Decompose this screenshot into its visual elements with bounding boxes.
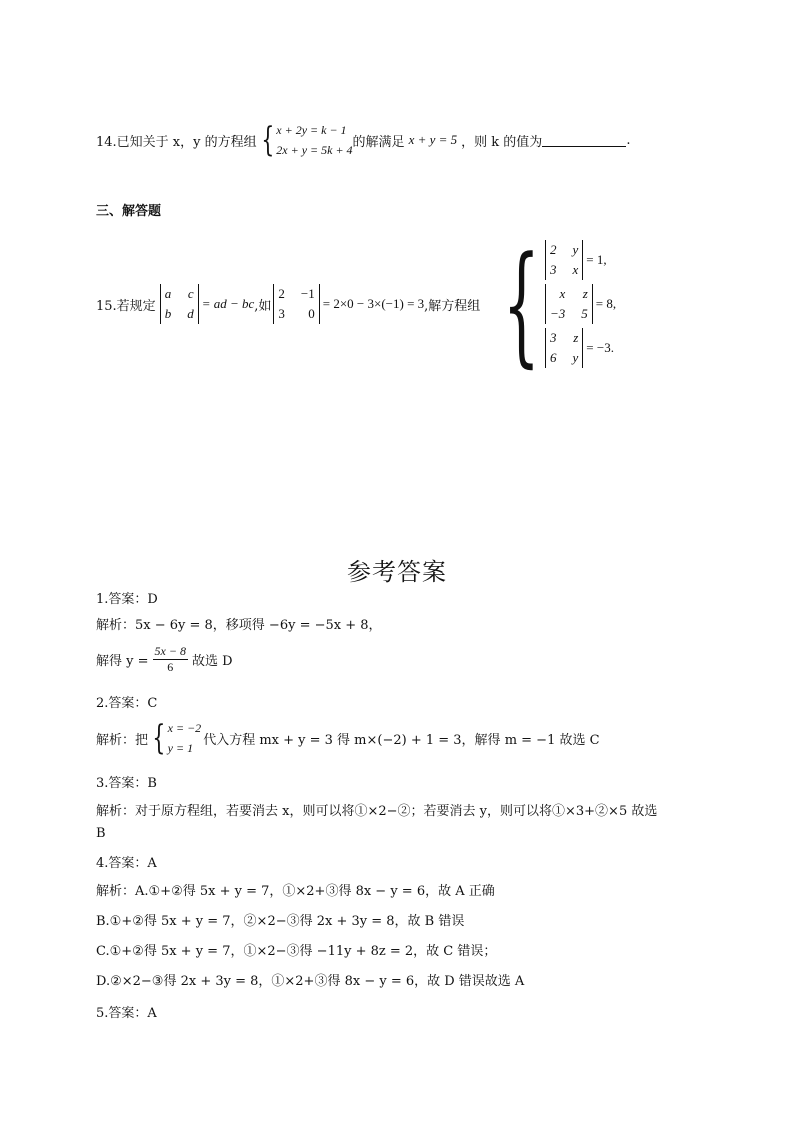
answer-2-sys-line: y = 1 [167, 741, 194, 755]
q14-prefix: 14.已知关于 x，y 的方程组 [96, 134, 257, 150]
det-cell: c [187, 286, 194, 301]
answer-4: 4.答案：A [96, 856, 157, 871]
answer-2-analysis-prefix: 解析：把 [96, 732, 149, 748]
det-cell: z [582, 286, 588, 301]
answer-3-analysis-cont: B [96, 826, 106, 841]
det-cell: 3 [550, 330, 557, 345]
answer-1-solution [96, 644, 233, 675]
q15-solve-label: ,解方程组 [424, 298, 481, 314]
q15-row-rhs: = −3. [586, 340, 614, 355]
det-cell: 2 [278, 286, 285, 301]
fraction-denominator: 6 [167, 660, 174, 674]
q14-answer-blank [542, 134, 626, 147]
det-cell: 3 [278, 306, 285, 321]
det-cell: 2 [550, 242, 557, 257]
q14-mid: 的解满足 [352, 134, 405, 150]
q14-equation-system [257, 120, 353, 160]
q15-row-rhs: = 8, [595, 296, 617, 311]
q15-system-row-2 [545, 284, 616, 324]
det-cell: y [572, 350, 579, 365]
det-cell: d [187, 306, 194, 321]
answer-2-analysis-suffix: 代入方程 mx + y = 3 得 m×(−2) + 1 = 3，解得 m = −1 故选 C [203, 732, 600, 748]
q14-condition: x + y = 5 [408, 132, 458, 147]
det-cell: 3 [550, 262, 557, 277]
answers-title: 参考答案 [347, 558, 447, 586]
question-14 [96, 120, 630, 160]
q14-eq2: 2x + y = 5k + 4 [276, 143, 353, 157]
answer-2-system [148, 718, 201, 758]
fraction [153, 644, 188, 675]
q15-prefix: 15.若规定 [96, 298, 156, 314]
fraction-numerator: 5x − 8 [154, 644, 186, 658]
answer-2-sys-line: x = −2 [167, 721, 202, 735]
q15-equation-system [480, 228, 617, 380]
answer-4-option-c: C.①+②得 5x + y = 7，①×2−③得 −11y + 8z = 2，故 C 错误； [96, 944, 497, 959]
q15-example-rhs: = 2×0 − 3×(−1) = 3 [322, 296, 425, 311]
q15-system-row-3 [545, 328, 616, 368]
det-cell: −3 [550, 306, 566, 321]
det-cell: x [572, 262, 579, 277]
det-cell: x [559, 286, 566, 301]
q15-definition-rhs: = ad − bc [201, 296, 255, 311]
q15-example-label: ,如 [254, 298, 272, 314]
answer-3: 3.答案：B [96, 776, 157, 791]
answer-3-analysis: 解析：对于原方程组，若要消去 x，则可以将①×2−②；若要消去 y，则可以将①×3+②×5 故选 [96, 804, 658, 819]
answer-2-analysis [96, 718, 600, 758]
question-15 [96, 228, 617, 380]
q15-definition-determinant [160, 284, 199, 324]
det-cell: b [164, 306, 172, 321]
det-cell: 5 [581, 306, 588, 321]
det-cell: z [573, 330, 579, 345]
left-brace-icon: { [503, 228, 541, 380]
q14-eq1: x + 2y = k − 1 [276, 123, 347, 137]
answer-4-option-a: 解析：A.①+②得 5x + y = 7，①×2+③得 8x − y = 6，故 A 正确 [96, 884, 495, 899]
det-cell: −1 [300, 286, 315, 301]
q14-end: . [626, 132, 631, 148]
q15-example-determinant [273, 284, 319, 324]
answer-1-solution-suffix: 故选 D [191, 654, 233, 669]
left-brace-icon: { [260, 120, 274, 160]
q15-system-row-1 [545, 240, 616, 280]
left-brace-icon: { [152, 718, 166, 758]
det-cell: 6 [550, 350, 557, 365]
answer-2: 2.答案：C [96, 696, 158, 711]
answer-4-option-d: D.②×2−③得 2x + 3y = 8，①×2+③得 8x − y = 6，故 D 错误故选 A [96, 974, 525, 989]
answer-1: 1.答案：D [96, 592, 158, 607]
answer-4-option-b: B.①+②得 5x + y = 7，②×2−③得 2x + 3y = 8，故 B 错误 [96, 914, 465, 929]
section-heading: 三、解答题 [96, 204, 162, 219]
det-cell: y [572, 242, 579, 257]
answer-1-analysis: 解析：5x − 6y = 8，移项得 −6y = −5x + 8， [96, 618, 382, 633]
q15-row-rhs: = 1, [586, 252, 607, 267]
det-cell: a [164, 286, 172, 301]
q14-suffix: ，则 k 的值为 [461, 134, 543, 150]
det-cell: 0 [308, 306, 315, 321]
answer-1-solution-prefix: 解得 y = [96, 654, 149, 669]
answer-5: 5.答案：A [96, 1006, 157, 1021]
